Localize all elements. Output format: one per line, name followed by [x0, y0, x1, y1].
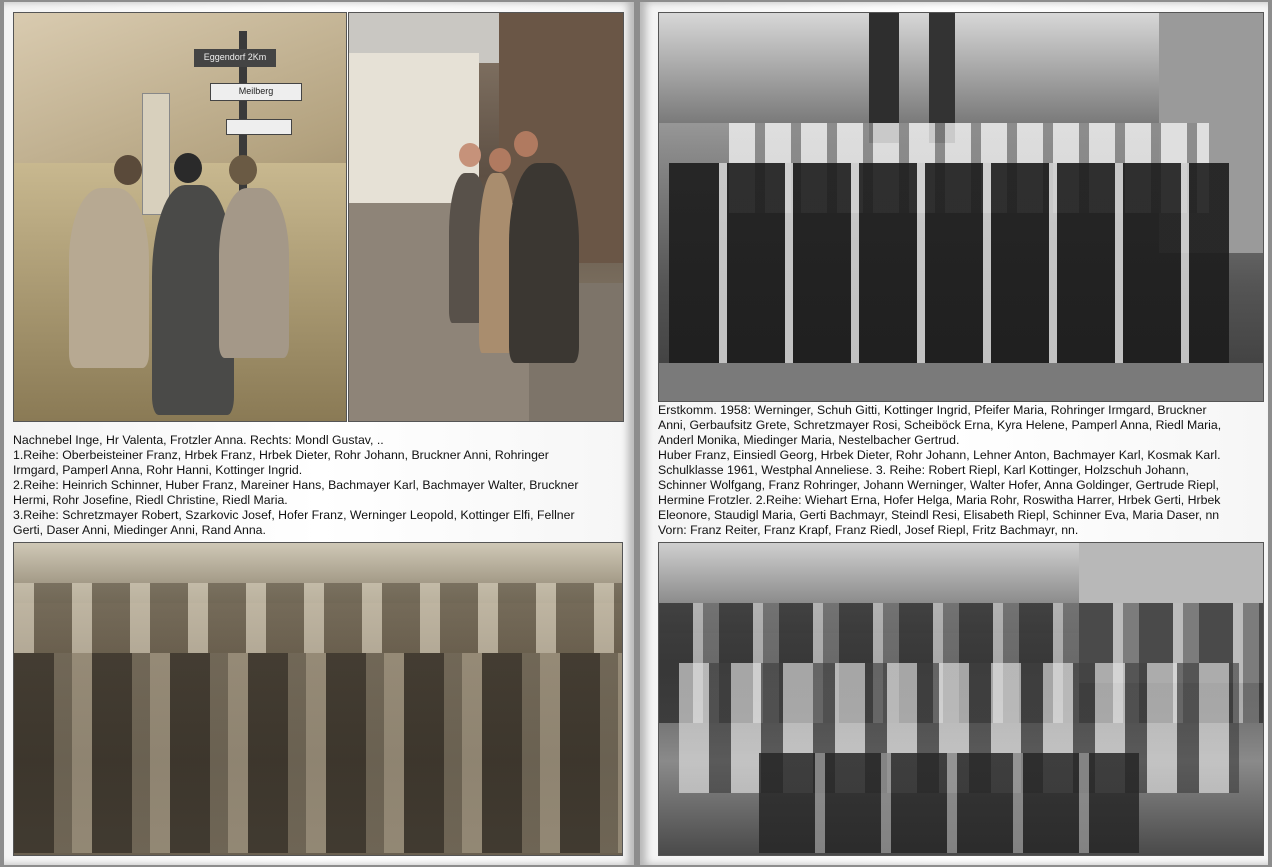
caption-line: Eleonore, Staudigl Maria, Gerti Bachmayr, Steindl Resi, Elisabeth Riepl, Schinner Eva, Maria Daser, nn: [658, 508, 1220, 522]
photo-signpost-group: [13, 12, 347, 422]
right-page: [640, 2, 1268, 865]
right-caption: [658, 403, 1262, 538]
sign-eggendorf: Eggendorf 2Km: [194, 49, 276, 67]
caption-line: Schulklasse 1961, Westphal Anneliese. 3. Reihe: Robert Riepl, Karl Kottinger, Holzschuh Johann,: [658, 463, 1189, 477]
photo-school-class-left: [13, 542, 623, 856]
caption-line: Anni, Gerbaufsitz Grete, Schretzmayer Rosi, Scheiböck Erna, Kyra Helene, Pamperl Anna, Riedl Maria,: [658, 418, 1222, 432]
caption-line: Irmgard, Pamperl Anna, Rohr Hanni, Kottinger Ingrid.: [13, 463, 303, 477]
left-page: [4, 2, 634, 865]
caption-line: Anderl Monika, Miedinger Maria, Nestelbacher Gertrud.: [658, 433, 960, 447]
sign-lower: [226, 119, 292, 135]
left-caption: [13, 433, 625, 538]
caption-line: Hermine Frotzler. 2.Reihe: Wiehart Erna, Hofer Helga, Maria Rohr, Roswitha Harrer, Hrbek Gerti, Hrbek: [658, 493, 1221, 507]
caption-line: 3.Reihe: Schretzmayer Robert, Szarkovic Josef, Hofer Franz, Werninger Leopold, Kottinger Elfi, Fellner: [13, 508, 575, 522]
caption-line: Gerti, Daser Anni, Miedinger Anni, Rand Anna.: [13, 523, 266, 537]
photo-first-communion: [658, 12, 1264, 402]
photo-school-class-1961: [658, 542, 1264, 856]
caption-line: Erstkomm. 1958: Werninger, Schuh Gitti, Kottinger Ingrid, Pfeifer Maria, Rohringer Irmgard, Bruckner: [658, 403, 1207, 417]
caption-line: Nachnebel Inge, Hr Valenta, Frotzler Anna. Rechts: Mondl Gustav, ..: [13, 433, 384, 447]
caption-line: Hermi, Rohr Josefine, Riedl Christine, Riedl Maria.: [13, 493, 288, 507]
caption-line: Vorn: Franz Reiter, Franz Krapf, Franz Riedl, Josef Riepl, Fritz Bachmayr, nn.: [658, 523, 1079, 537]
sign-meilberg: Meilberg: [210, 83, 302, 101]
caption-line: 1.Reihe: Oberbeisteiner Franz, Hrbek Franz, Hrbek Dieter, Rohr Johann, Bruckner Anni, Rohringer: [13, 448, 549, 462]
caption-line: Huber Franz, Einsiedl Georg, Hrbek Dieter, Rohr Johann, Lehner Anton, Bachmayer Karl, Kosmak Karl.: [658, 448, 1221, 462]
caption-line: 2.Reihe: Heinrich Schinner, Huber Franz, Mareiner Hans, Bachmayer Karl, Bachmayer Walter, Bruckner: [13, 478, 579, 492]
caption-line: Schinner Wolfgang, Franz Rohringer, Johann Werninger, Walter Hofer, Anna Goldinger, Gertrude Riepl,: [658, 478, 1219, 492]
photo-sitting-wall: [348, 12, 624, 422]
